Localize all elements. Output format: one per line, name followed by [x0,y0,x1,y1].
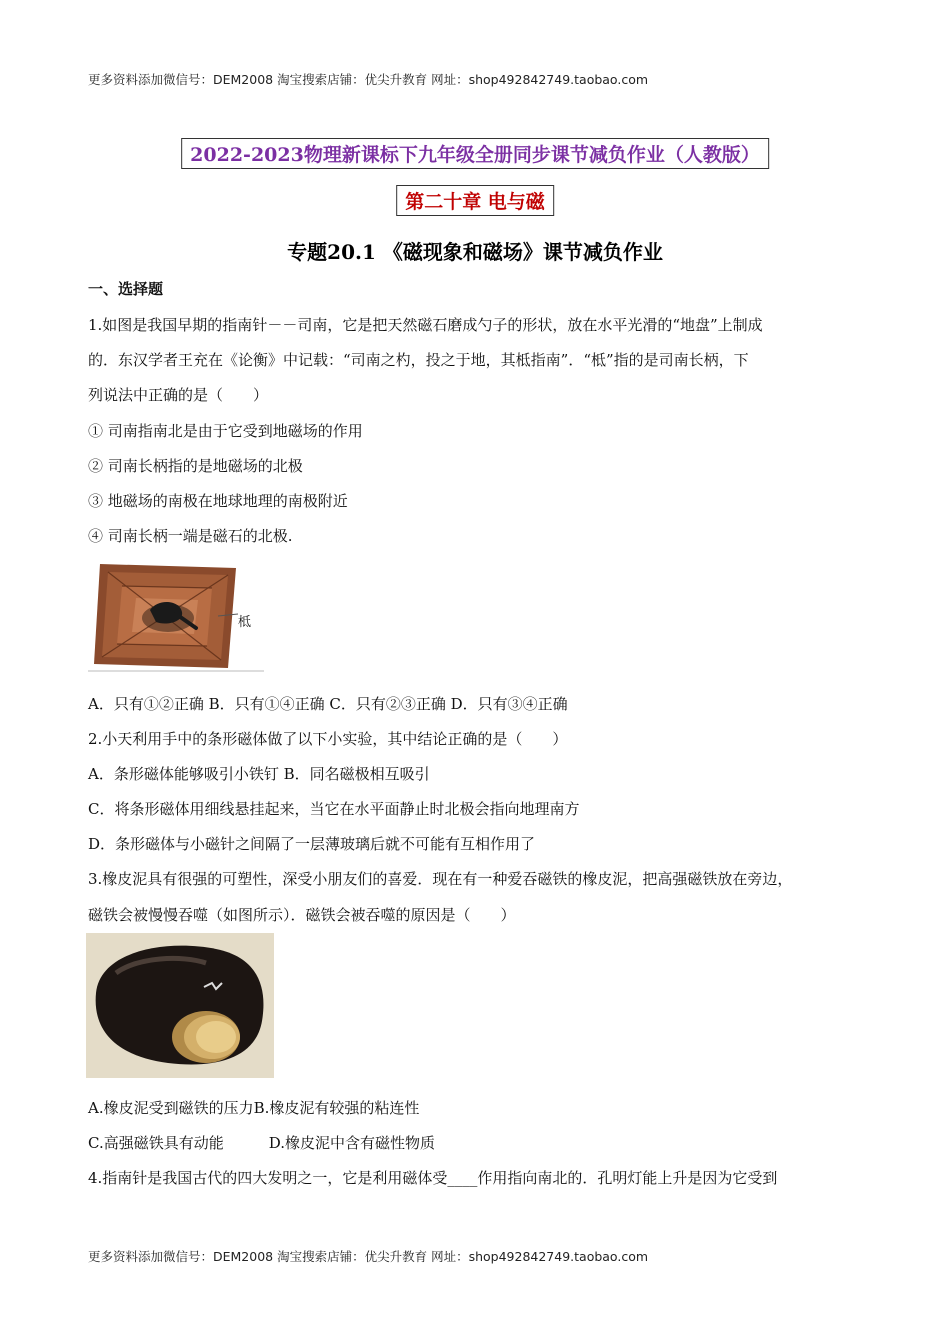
q1-statement: ① 司南指南北是由于它受到地磁场的作用 [88,422,363,440]
q1-statement: ③ 地磁场的南极在地球地理的南极附近 [88,492,348,510]
q1-line: 的．东汉学者王充在《论衡》中记载：“司南之杓，投之于地，其柢指南”．“柢”指的是司南长柄，下 [88,351,749,369]
page-header: 更多资料添加微信号：DEM2008 淘宝搜索店铺：优尖升教育 网址：shop492842749.taobao.com [88,72,649,87]
chapter-title: 第二十章 电与磁 [396,185,554,216]
q2-option-ab: A．条形磁体能够吸引小铁钉 B．同名磁极相互吸引 [88,765,430,783]
image-caption: 柢 [238,615,252,630]
main-title: 2022-2023物理新课标下九年级全册同步课节减负作业（人教版） [181,138,769,169]
q3-line: 3.橡皮泥具有很强的可塑性，深受小朋友们的喜爱．现在有一种爱吞磁铁的橡皮泥，把高强磁铁放在旁边， [88,870,793,888]
q2-stem: 2.小天利用手中的条形磁体做了以下小实验，其中结论正确的是（ ） [88,730,568,748]
topic-title: 专题20.1 《磁现象和磁场》课节减负作业 [287,240,663,264]
q2-option-d: D．条形磁体与小磁针之间隔了一层薄玻璃后就不可能有互相作用了 [88,835,536,853]
q1-statement: ④ 司南长柄一端是磁石的北极. [88,527,293,545]
q1-line: 1.如图是我国早期的指南针－－司南，它是把天然磁石磨成勺子的形状，放在水平光滑的“地盘”上制成 [88,316,763,334]
putty-magnet-image [86,933,274,1078]
page-footer: 更多资料添加微信号：DEM2008 淘宝搜索店铺：优尖升教育 网址：shop492842749.taobao.com [88,1249,649,1264]
section-heading: 一、选择题 [88,280,164,298]
q2-option-c: C．将条形磁体用细线悬挂起来，当它在水平面静止时北极会指向地理南方 [88,800,580,818]
q1-statement: ② 司南长柄指的是地磁场的北极 [88,457,303,475]
q3-line: 磁铁会被慢慢吞噬（如图所示）．磁铁会被吞噬的原因是（ ） [88,906,516,924]
q3-options-ab: A.橡皮泥受到磁铁的压力B.橡皮泥有较强的粘连性 [88,1099,420,1117]
q1-line: 列说法中正确的是（ ） [88,386,269,404]
sinan-compass-image [88,556,264,672]
q3-options-cd: C.高强磁铁具有动能 D.橡皮泥中含有磁性物质 [88,1134,435,1152]
q4-stem: 4.指南针是我国古代的四大发明之一，它是利用磁体受____作用指向南北的．孔明灯能上升是因为它受到 [88,1169,778,1187]
q1-options: A．只有①②正确 B．只有①④正确 C．只有②③正确 D．只有③④正确 [88,695,568,713]
